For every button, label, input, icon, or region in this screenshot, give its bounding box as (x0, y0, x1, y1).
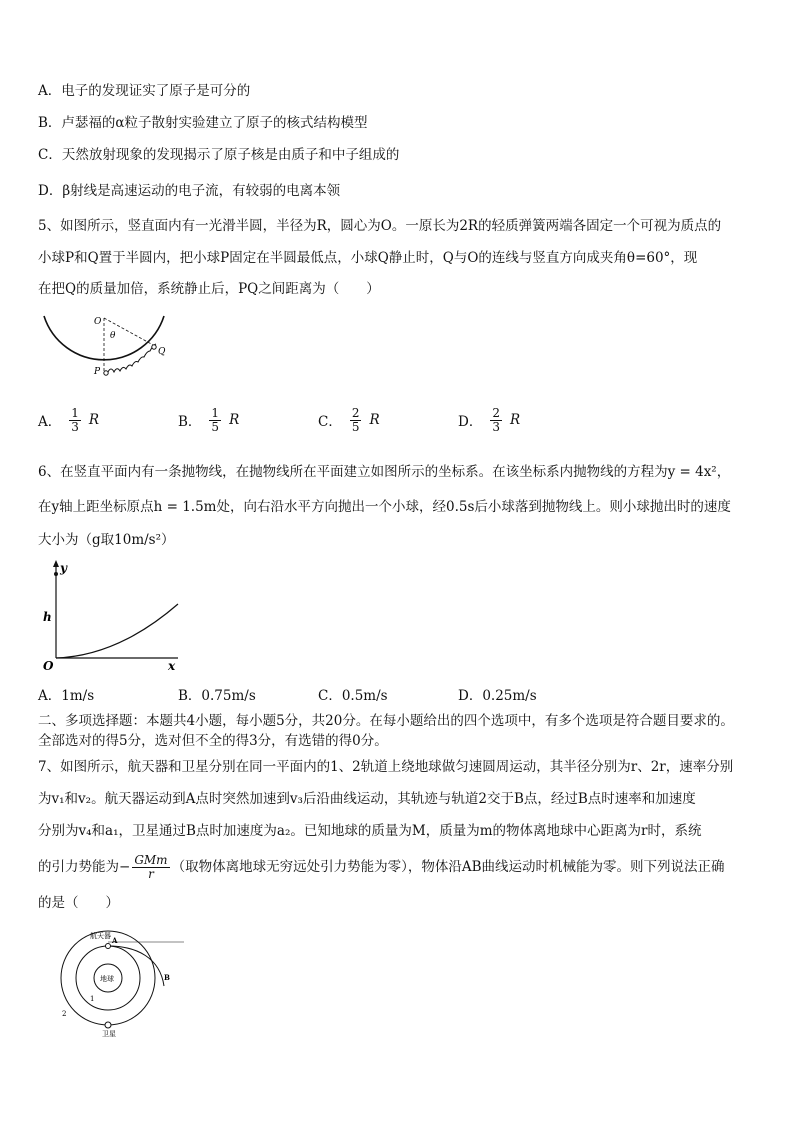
q7-stem-line2: 为v₁和v₂。航天器运动到A点时突然加速到v₃后沿曲线运动，其轨迹与轨道2交于B点，经过B点时速率和加速度 (38, 791, 696, 807)
q5-figure (38, 310, 170, 382)
label-o: O (43, 659, 54, 673)
label-a: A (112, 936, 118, 945)
spring (108, 344, 156, 372)
q5-option-a: A． $\frac{1}{3}$ R (38, 405, 100, 434)
q7-stem-line5: 的是（ ） (38, 895, 119, 911)
q4-option-c: C．天然放射现象的发现揭示了原子核是由质子和中子组成的 (38, 147, 400, 163)
label-orbit2: 2 (62, 1010, 67, 1018)
launch-point (54, 572, 58, 576)
q4-option-a: A．电子的发现证实了原子是可分的 (38, 83, 251, 99)
q6-option-b: B．0.75m/s (178, 688, 256, 704)
label-h: h (43, 610, 52, 624)
q6-option-a: A．1m/s (38, 688, 95, 704)
label-sat: 卫星 (102, 1030, 116, 1038)
label-y: y (60, 561, 67, 575)
y-axis-arrow (53, 560, 59, 567)
section2-heading-line1: 二、多项选择题：本题共4小题，每小题5分，共20分。在每小题给出的四个选项中，有多个选项是符合题目要求的。 (38, 713, 734, 729)
q6-figure (38, 558, 188, 673)
q5-option-c: C． $\frac{2}{5}$ R (318, 405, 380, 434)
q6-options (38, 680, 598, 708)
q6-option-d: D．0.25m/s (458, 688, 537, 704)
q6-option-c: C．0.5m/s (318, 688, 388, 704)
label-earth: 地球 (100, 975, 114, 983)
potential-fraction: $\frac{\text{GMm}}{r}$ (134, 852, 168, 881)
q5-option-d: D． $\frac{2}{3}$ R (458, 405, 521, 434)
ball-q (152, 345, 156, 349)
transfer-trajectory (108, 946, 164, 986)
section2-heading-line2: 全部选对的得5分，选对但不全的得3分，有选错的得0分。 (38, 733, 388, 749)
q7-stem-line4: 的引力势能为− $\frac{\text{GMm}}{r}$ （取物体离地球无穷远处引力势能为零），物体沿AB曲线运动时机械能为零。则下列说法正确 (38, 852, 725, 881)
q7-stem-line1: 7、如图所示，航天器和卫星分别在同一平面内的1、2轨道上绕地球做匀速圆周运动，其半径分别为r、2r，速率分别 (38, 759, 734, 775)
label-x: x (168, 659, 176, 673)
spacecraft-dot (106, 944, 111, 949)
q5-stem-line1: 5、如图所示，竖直面内有一光滑半圆，半径为R，圆心为O。一原长为2R的轻质弹簧两端各固定一个可视为质点的 (38, 218, 722, 234)
label-theta: θ (110, 331, 116, 341)
label-orbit1: 1 (90, 995, 95, 1003)
q5-stem-line2: 小球P和Q置于半圆内，把小球P固定在半圆最低点，小球Q静止时，Q与O的连线与竖直方向成夹角θ=60°，现 (38, 250, 698, 266)
q7-figure (52, 928, 187, 1040)
label-b: B (164, 973, 170, 982)
q5-stem-line3: 在把Q的质量加倍，系统静止后，PQ之间距离为（ ） (38, 281, 380, 297)
label-q: Q (158, 347, 166, 357)
q5-option-b: B． $\frac{1}{5}$ R (178, 405, 240, 434)
label-p: P (94, 367, 101, 377)
ball-p (104, 371, 108, 375)
parabola (56, 604, 178, 658)
q4-option-d: D．β射线是高速运动的电子流，有较弱的电离本领 (38, 183, 341, 199)
label-o: O (94, 317, 102, 327)
label-craft: 航天器 (90, 932, 111, 940)
satellite-dot (105, 1022, 111, 1028)
q6-stem-line1: 6、在竖直平面内有一条抛物线，在抛物线所在平面建立如图所示的坐标系。在该坐标系内抛物线的方程为y = 4x²， (38, 464, 731, 480)
q6-stem-line2: 在y轴上距坐标原点h = 1.5m处，向右沿水平方向抛出一个小球，经0.5s后小球落到抛物线上。则小球抛出时的速度 (38, 499, 731, 515)
q7-stem-line3: 分别为v₄和a₁，卫星通过B点时加速度为a₂。已知地球的质量为M，质量为m的物体离地球中心距离为r时，系统 (38, 823, 702, 839)
q4-option-b: B．卢瑟福的α粒子散射实验建立了原子的核式结构模型 (38, 115, 368, 131)
q6-stem-line3: 大小为（g取10m/s²） (38, 532, 175, 548)
q5-options (38, 406, 598, 434)
